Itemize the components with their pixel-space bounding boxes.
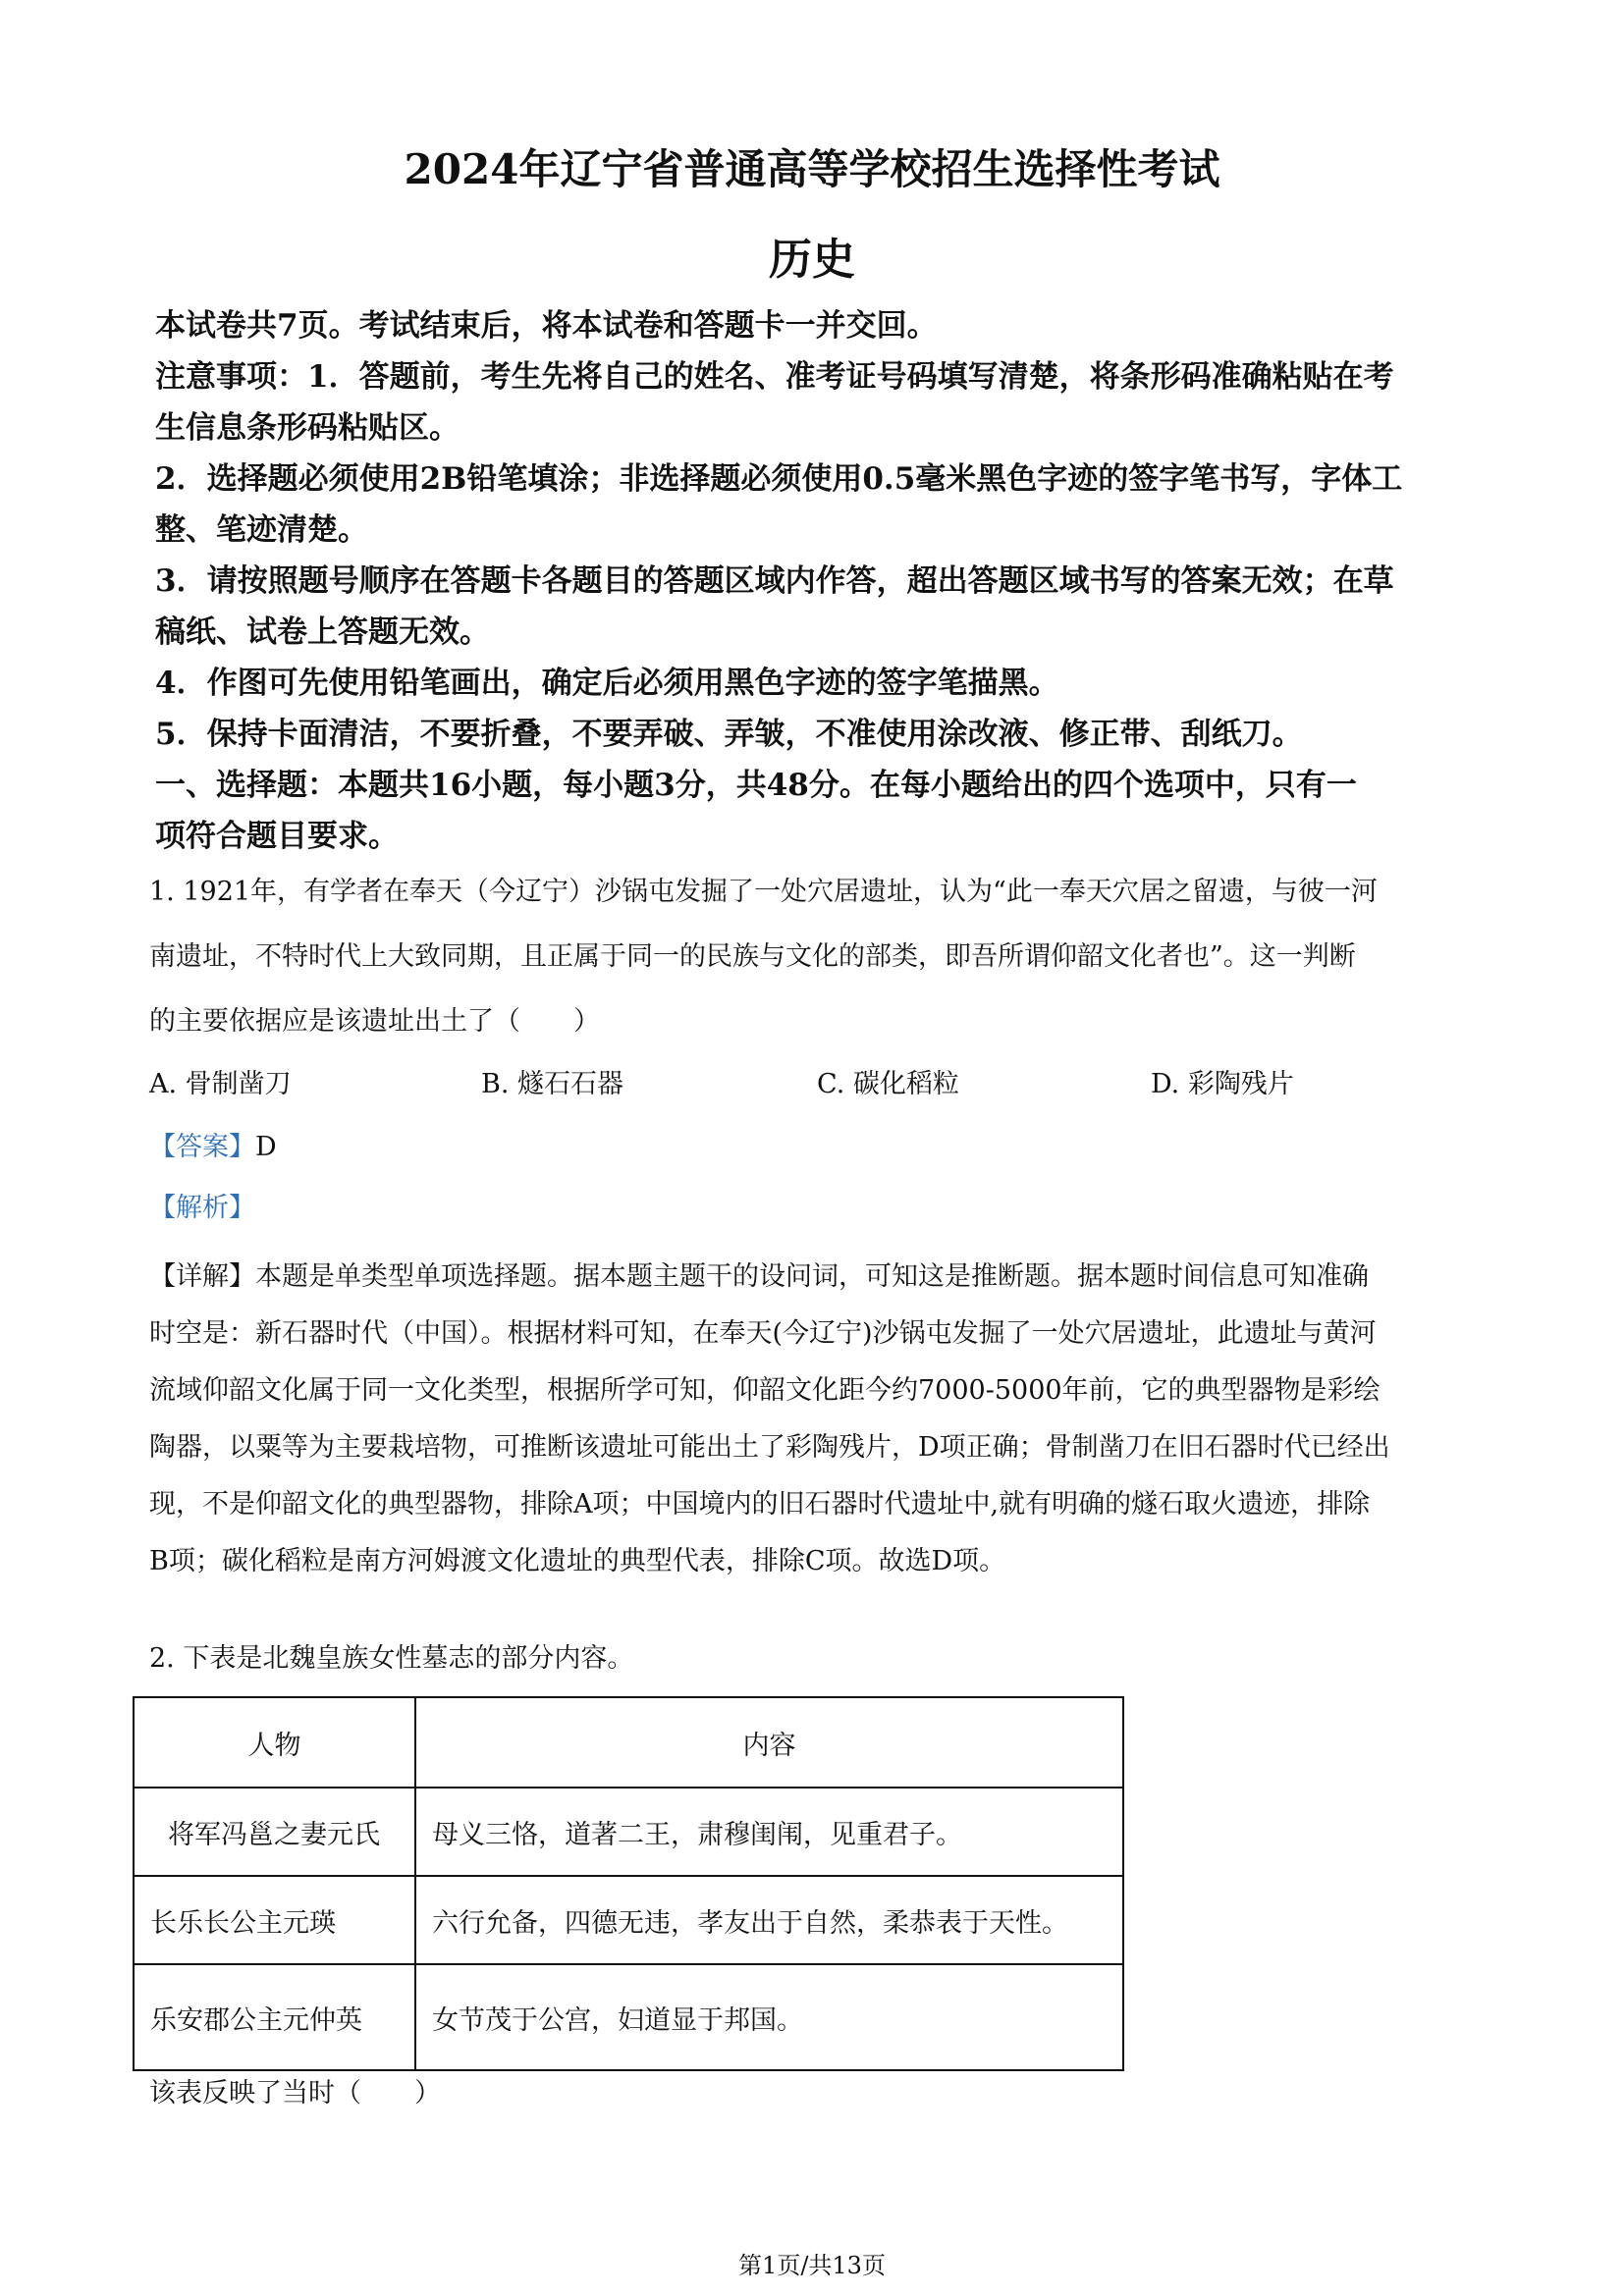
- option-b: B. 燧石石器: [481, 1069, 624, 1099]
- detail-line: B项；碳化稻粒是南方河姆渡文化遗址的典型代表，排除C项。故选D项。: [149, 1546, 1006, 1576]
- answer-value: D: [255, 1132, 277, 1162]
- answer-label: 【答案】: [149, 1132, 255, 1162]
- notice-line: 4．作图可先使用铅笔画出，确定后必须用黑色字迹的签字笔描黑。: [155, 666, 1059, 701]
- option-c: C. 碳化稻粒: [817, 1069, 959, 1099]
- notice-line: 项符合题目要求。: [155, 819, 399, 854]
- detail-line: 本题是单类型单项选择题。据本题主题干的设问词，可知这是推断题。据本题时间信息可知准确: [255, 1261, 1369, 1292]
- answer-line: [149, 1115, 1490, 1180]
- notice-line: 一、选择题：本题共16小题，每小题3分，共48分。在每小题给出的四个选项中，只有一: [155, 768, 1357, 803]
- table-cell: 六行允备，四德无违，孝友出于自然，柔恭表于天性。: [415, 1876, 1123, 1964]
- option-a: A. 骨制凿刀: [149, 1069, 292, 1099]
- question-1-stem: [149, 860, 1490, 1054]
- question-line: 2. 下表是北魏皇族女性墓志的部分内容。: [149, 1643, 634, 1674]
- notice-line: 稿纸、试卷上答题无效。: [155, 614, 490, 650]
- table-cell: 长乐长公主元瑛: [134, 1876, 415, 1964]
- table-cell: 女节茂于公宫，妇道显于邦国。: [415, 1964, 1123, 2070]
- table-row: [134, 1876, 1123, 1964]
- detail-block: [149, 1249, 1490, 1590]
- notice-line: 2．选择题必须使用2B铅笔填涂；非选择题必须使用0.5毫米黑色字迹的签字笔书写，字体工: [155, 461, 1403, 497]
- page-number: 第1页/共13页: [738, 2252, 886, 2279]
- subject-title: 历史: [769, 235, 855, 285]
- question-line: 的主要依据应是该遗址出土了（ ）: [149, 1006, 600, 1037]
- detail-line: 陶器，以粟等为主要栽培物，可推断该遗址可能出土了彩陶残片，D项正确；骨制凿刀在旧石器时代已经出: [149, 1432, 1390, 1463]
- option-d: D. 彩陶残片: [1151, 1069, 1294, 1099]
- detail-line: 现，不是仰韶文化的典型器物，排除A项；中国境内的旧石器时代遗址中,就有明确的燧石取火遗迹，排除: [149, 1489, 1371, 1520]
- question-line: 南遗址，不特时代上大致同期，且正属于同一的民族与文化的部类，即吾所谓仰韶文化者也”。这一判断: [149, 941, 1356, 972]
- question-2-followup: [149, 2061, 1490, 2126]
- tomb-inscription-table: [133, 1696, 1124, 2071]
- question-1-options: [149, 1052, 1490, 1117]
- detail-line: 流域仰韶文化属于同一文化类型，根据所学可知，仰韶文化距今约7000-5000年前，它的典型器物是彩绘: [149, 1375, 1380, 1406]
- notice-line: 本试卷共7页。考试结束后，将本试卷和答题卡一并交回。: [155, 308, 938, 344]
- notice-line: 3．请按照题号顺序在答题卡各题目的答题区域内作答，超出答题区域书写的答案无效；在草: [155, 563, 1394, 599]
- table-cell: 将军冯邕之妻元氏: [134, 1788, 415, 1876]
- analysis-label: 【解析】: [149, 1193, 255, 1223]
- notice-line: 注意事项：1．答题前，考生先将自己的姓名、准考证号码填写清楚，将条形码准确粘贴在考: [155, 359, 1394, 395]
- table-cell: 乐安郡公主元仲英: [134, 1964, 415, 2070]
- table-header-row: [134, 1697, 1123, 1788]
- notice-line: 整、笔迹清楚。: [155, 512, 368, 548]
- table-header: 内容: [415, 1697, 1123, 1788]
- notice-line: 5．保持卡面清洁，不要折叠，不要弄破、弄皱，不准使用涂改液、修正带、刮纸刀。: [155, 717, 1303, 752]
- detail-line: 时空是：新石器时代（中国）。根据材料可知，在奉天(今辽宁)沙锅屯发掘了一处穴居遗址，此遗址与黄河: [149, 1318, 1377, 1349]
- table-row: [134, 1964, 1123, 2070]
- question-2-stem: [149, 1627, 1490, 1691]
- question-line: 该表反映了当时（ ）: [149, 2078, 441, 2109]
- exam-title: 2024年辽宁省普通高等学校招生选择性考试: [404, 145, 1220, 193]
- notice-line: 生信息条形码粘贴区。: [155, 410, 460, 446]
- table-header: 人物: [134, 1697, 415, 1788]
- table-row: [134, 1788, 1123, 1876]
- notice-block: [155, 300, 1490, 862]
- analysis-heading: [149, 1176, 1490, 1241]
- table-cell: 母义三恪，道著二王，肃穆闺闱，见重君子。: [415, 1788, 1123, 1876]
- question-line: 1. 1921年，有学者在奉天（今辽宁）沙锅屯发掘了一处穴居遗址，认为“此一奉天穴居之留遗，与彼一河: [149, 877, 1378, 907]
- detail-label: 【详解】: [149, 1261, 255, 1292]
